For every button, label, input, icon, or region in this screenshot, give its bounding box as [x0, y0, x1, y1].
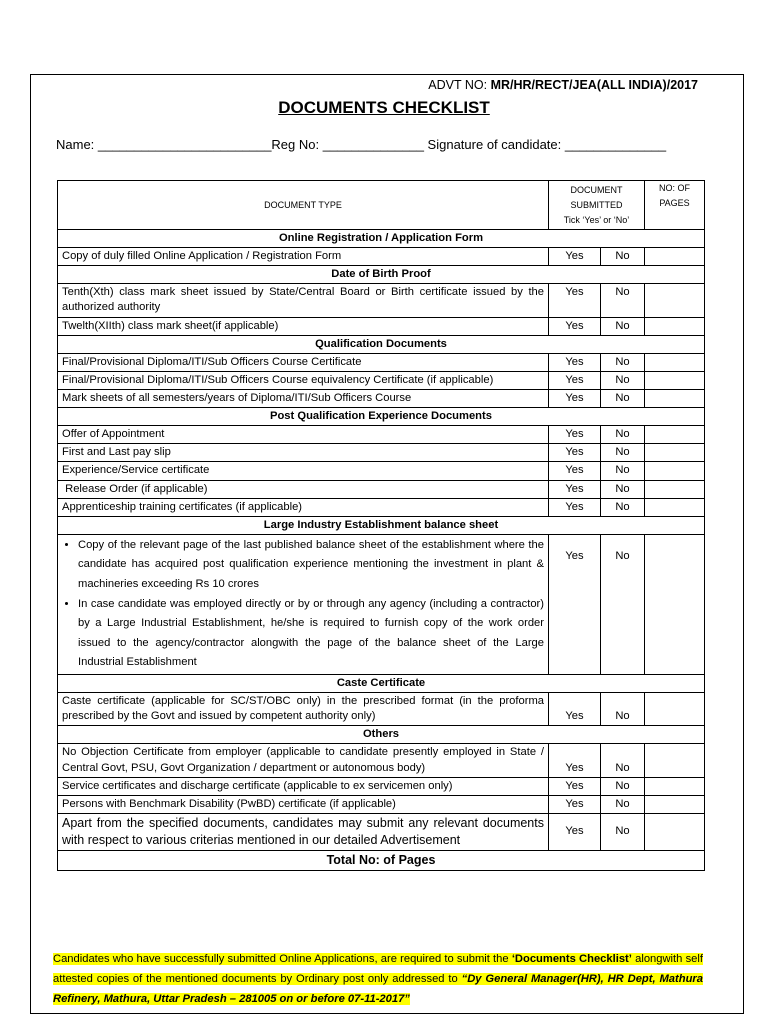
- pages-cell[interactable]: [645, 795, 705, 813]
- yes-option[interactable]: Yes: [549, 353, 601, 371]
- pages-cell[interactable]: [645, 426, 705, 444]
- no-option[interactable]: No: [601, 777, 645, 795]
- table-row: Apart from the specified documents, candidates may submit any relevant documents with respect to various criterias mentioned in our detailed Advertisement Yes No: [58, 813, 705, 850]
- no-option[interactable]: No: [601, 371, 645, 389]
- table-row: Experience/Service certificate Yes No: [58, 462, 705, 480]
- submission-instructions: Candidates who have successfully submitted Online Applications, are required to submit the ‘Documents Checklist’ alongwith self attested copies of the mentioned documents by Ordinary post only addressed to “Dy General Manager(HR), HR Dept, Mathura Refinery, Mathura, Uttar Pradesh – 281005 on or before 07-11-2017”: [53, 953, 703, 1005]
- table-row: Final/Provisional Diploma/ITI/Sub Officers Course equivalency Certificate (if applicable) Yes No: [58, 371, 705, 389]
- pages-cell[interactable]: [645, 777, 705, 795]
- pages-cell[interactable]: [645, 444, 705, 462]
- yes-option[interactable]: Yes: [549, 795, 601, 813]
- no-option[interactable]: No: [601, 693, 645, 726]
- no-option[interactable]: No: [601, 744, 645, 777]
- section-others: Others: [58, 726, 705, 744]
- table-row: Service certificates and discharge certificate (applicable to ex servicemen only) Yes No: [58, 777, 705, 795]
- pages-cell[interactable]: [645, 371, 705, 389]
- no-option[interactable]: No: [601, 444, 645, 462]
- no-option[interactable]: No: [601, 317, 645, 335]
- yes-option[interactable]: Yes: [549, 284, 601, 317]
- section-online-registration: Online Registration / Application Form: [58, 230, 705, 248]
- no-option[interactable]: No: [601, 462, 645, 480]
- col-document-type: DOCUMENT TYPE: [58, 181, 549, 230]
- yes-option[interactable]: Yes: [549, 389, 601, 407]
- table-row: No Objection Certificate from employer (applicable to candidate presently employed in State / Central Govt, PSU, Govt Organization / department or autonomous body) Yes No: [58, 744, 705, 777]
- candidate-details-line: Name: ________________________Reg No: ______________ Signature of candidate: ______________: [56, 137, 667, 152]
- yes-option[interactable]: Yes: [549, 444, 601, 462]
- yes-option[interactable]: Yes: [549, 777, 601, 795]
- yes-option[interactable]: Yes: [549, 744, 601, 777]
- no-option[interactable]: No: [601, 353, 645, 371]
- pages-cell[interactable]: [645, 480, 705, 498]
- pages-cell[interactable]: [645, 744, 705, 777]
- pages-cell[interactable]: [645, 389, 705, 407]
- yes-option[interactable]: Yes: [549, 462, 601, 480]
- table-row: Mark sheets of all semesters/years of Diploma/ITI/Sub Officers Course Yes No: [58, 389, 705, 407]
- page-title: DOCUMENTS CHECKLIST: [278, 98, 490, 117]
- table-row: First and Last pay slip Yes No: [58, 444, 705, 462]
- no-option[interactable]: No: [601, 284, 645, 317]
- pages-cell[interactable]: [645, 462, 705, 480]
- table-row: Copy of duly filled Online Application / Registration Form Yes No: [58, 248, 705, 266]
- pages-cell[interactable]: [645, 317, 705, 335]
- table-row: Release Order (if applicable) Yes No: [58, 480, 705, 498]
- yes-option[interactable]: Yes: [549, 248, 601, 266]
- yes-option[interactable]: Yes: [549, 498, 601, 516]
- pages-cell[interactable]: [645, 248, 705, 266]
- no-option[interactable]: No: [601, 498, 645, 516]
- pages-cell[interactable]: [645, 534, 705, 674]
- yes-option[interactable]: Yes: [549, 317, 601, 335]
- pages-cell[interactable]: [645, 813, 705, 850]
- pages-cell[interactable]: [645, 353, 705, 371]
- table-header-row: [58, 181, 705, 230]
- yes-option[interactable]: Yes: [549, 371, 601, 389]
- col-document-submitted: DOCUMENT SUBMITTED Tick ‘Yes’ or ‘No’: [549, 181, 645, 230]
- advertisement-number: ADVT NO: MR/HR/RECT/JEA(ALL INDIA)/2017: [428, 78, 698, 92]
- yes-option[interactable]: Yes: [549, 813, 601, 850]
- pages-cell[interactable]: [645, 498, 705, 516]
- section-large-industry: Large Industry Establishment balance sheet: [58, 516, 705, 534]
- table-row: Twelth(XIIth) class mark sheet(if applicable) Yes No: [58, 317, 705, 335]
- section-experience: Post Qualification Experience Documents: [58, 408, 705, 426]
- total-pages-row: [58, 850, 705, 870]
- table-row: Caste certificate (applicable for SC/ST/OBC only) in the prescribed format (in the proforma prescribed by the Govt and issued by competent authority only) Yes No: [58, 693, 705, 726]
- no-option[interactable]: No: [601, 480, 645, 498]
- table-row: Persons with Benchmark Disability (PwBD) certificate (if applicable) Yes No: [58, 795, 705, 813]
- yes-option[interactable]: Yes: [549, 480, 601, 498]
- total-pages-label: Total No: of Pages: [58, 850, 705, 870]
- no-option[interactable]: No: [601, 813, 645, 850]
- no-option[interactable]: No: [601, 248, 645, 266]
- yes-option[interactable]: Yes: [549, 426, 601, 444]
- documents-checklist-table: [57, 180, 705, 871]
- table-row: [58, 534, 705, 674]
- no-option[interactable]: No: [601, 389, 645, 407]
- yes-option[interactable]: Yes: [549, 534, 601, 674]
- list-item: • In case candidate was employed directly or by or through any agency (including a contractor) by a Large Industrial Establishment, he/she is required to furnish copy of the work order issued to the agency/contractor alongwith the page of the balance sheet of the Large Industrial Establishment: [78, 595, 544, 673]
- table-row: Tenth(Xth) class mark sheet issued by State/Central Board or Birth certificate issued by the authorized authority Yes No: [58, 284, 705, 317]
- pages-cell[interactable]: [645, 284, 705, 317]
- col-no-of-pages: NO: OF PAGES: [645, 181, 705, 230]
- no-option[interactable]: No: [601, 534, 645, 674]
- section-date-of-birth: Date of Birth Proof: [58, 266, 705, 284]
- table-row: Apprenticeship training certificates (if applicable) Yes No: [58, 498, 705, 516]
- balance-sheet-list: [62, 536, 544, 673]
- section-qualification: Qualification Documents: [58, 335, 705, 353]
- no-option[interactable]: No: [601, 795, 645, 813]
- yes-option[interactable]: Yes: [549, 693, 601, 726]
- table-row: Offer of Appointment Yes No: [58, 426, 705, 444]
- table-row: Final/Provisional Diploma/ITI/Sub Officers Course Certificate Yes No: [58, 353, 705, 371]
- no-option[interactable]: No: [601, 426, 645, 444]
- pages-cell[interactable]: [645, 693, 705, 726]
- list-item: • Copy of the relevant page of the last published balance sheet of the establishment where the candidate has acquired post qualification experience mentioning the investment in plant & machineries exceeding Rs 10 crores: [78, 536, 544, 595]
- section-caste: Caste Certificate: [58, 675, 705, 693]
